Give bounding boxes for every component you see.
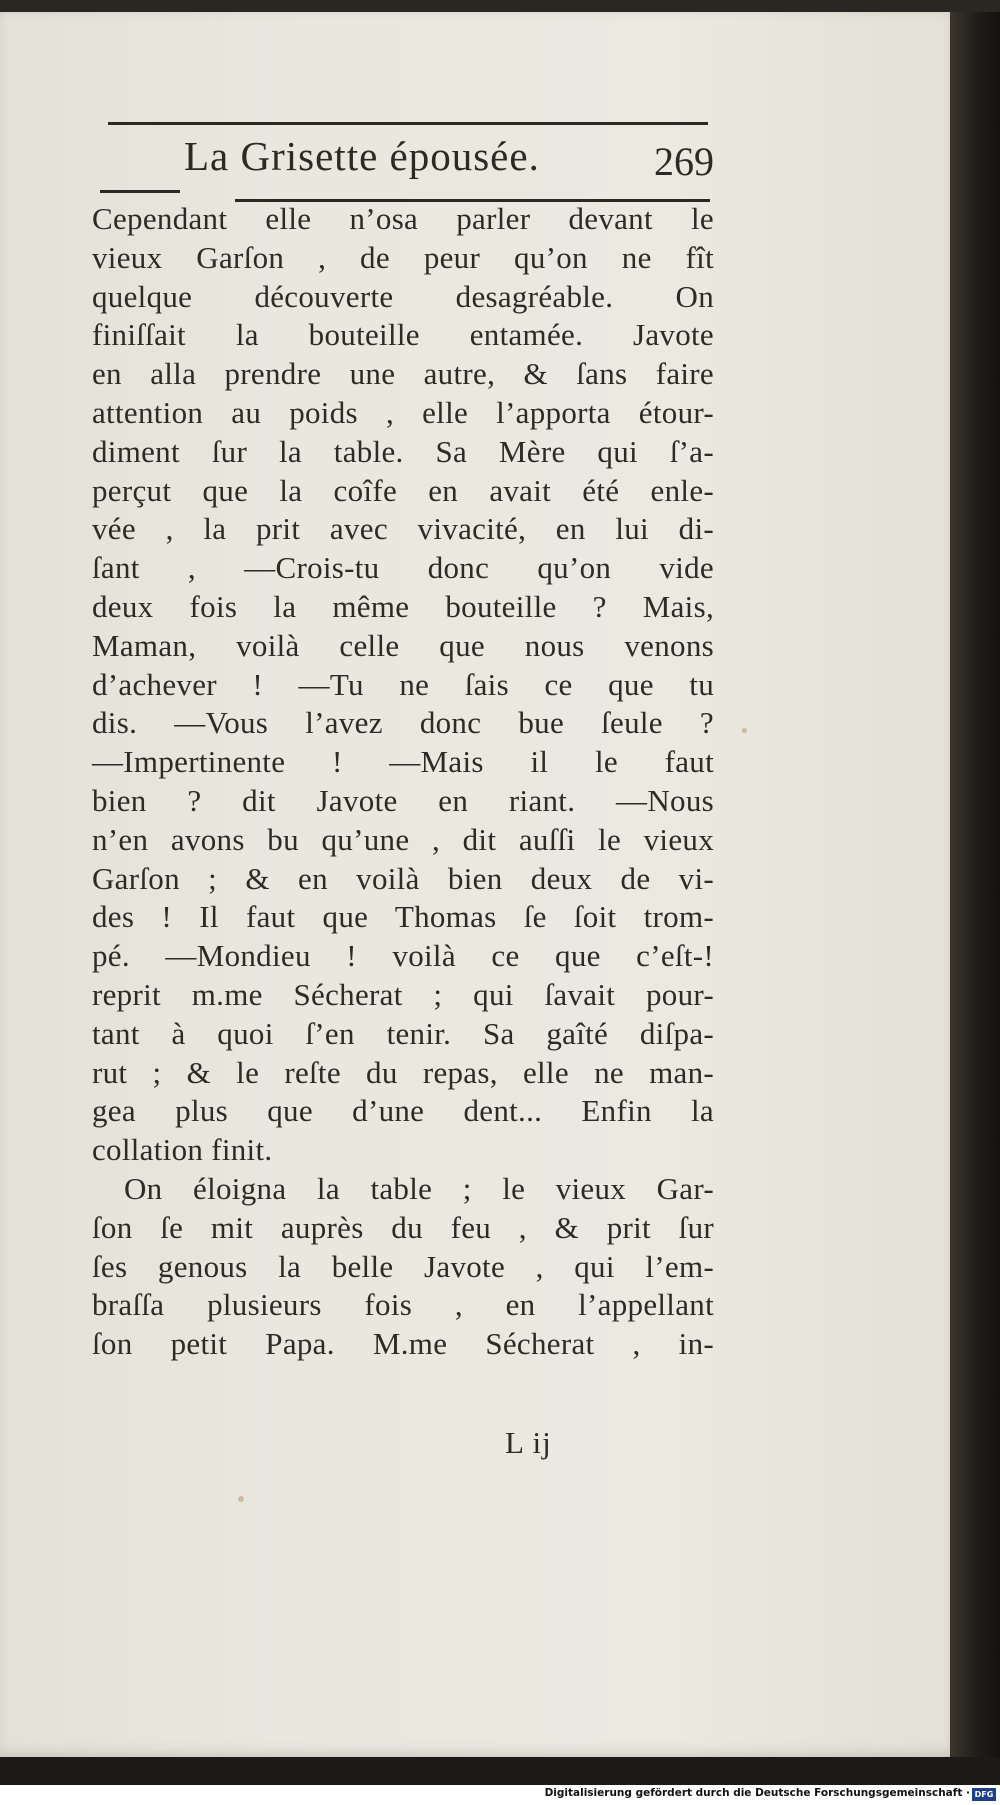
page-edge-shadow (950, 12, 1000, 1757)
text-line: ſon petit Papa. M.me Sécherat , in- (92, 1326, 714, 1362)
paragraph-start-line: On éloigna la table ; le vieux Gar- (124, 1170, 714, 1206)
text-line: pé. —Mondieu ! voilà ce que c’eſt-! (92, 938, 714, 974)
text-line: ſon ſe mit auprès du feu , & prit ſur (92, 1209, 714, 1245)
text-line: collation finit. (92, 1132, 273, 1168)
text-line: Cependant elle n’osa parler devant le (92, 201, 714, 236)
text-line: gea plus que d’une dent... Enfin la (92, 1093, 714, 1129)
text-line: dis. —Vous l’avez donc bue ſeule ? (92, 705, 714, 741)
text-line: Garſon ; & en voilà bien deux de vi- (92, 860, 714, 896)
running-title: La Grisette épousée. (184, 133, 540, 179)
header-rule-top (108, 122, 708, 125)
text-line: deux fois la même bouteille ? Mais, (92, 588, 714, 624)
text-line: ſant , —Crois-tu donc qu’on vide (92, 550, 714, 586)
text-line: tant à quoi ſ’en tenir. Sa gaîté diſpa- (92, 1015, 714, 1051)
text-line: reprit m.me Sécherat ; qui ſavait pour- (92, 976, 714, 1012)
text-line: vieux Garſon , de peur qu’on ne fît (92, 239, 714, 275)
signature-mark: L ij (505, 1425, 552, 1460)
text-line: finiſſait la bouteille entamée. Javote (92, 317, 714, 353)
dfg-logo: DFG (972, 1788, 996, 1801)
header-rule-bottom-left (100, 190, 180, 193)
text-line: en alla prendre une autre, & ſans faire (92, 356, 714, 392)
text-line: vée , la prit avec vivacité, en lui di- (92, 511, 714, 547)
text-line: n’en avons bu qu’une , dit auſſi le vieux (92, 821, 714, 857)
text-line: —Impertinente ! —Mais il le faut (92, 744, 714, 780)
text-line: diment ſur la table. Sa Mère qui ſ’a- (92, 433, 714, 469)
text-line: des ! Il faut que Thomas ſe ſoit trom- (92, 899, 714, 935)
text-line: d’achever ! —Tu ne ſais ce que tu (92, 666, 714, 702)
running-header (100, 128, 730, 188)
paper-speck (238, 1496, 244, 1502)
text-line: braſſa plusieurs fois , en l’appellant (92, 1287, 714, 1323)
text-line: rut ; & le reſte du repas, elle ne man- (92, 1054, 714, 1090)
page-number: 269 (654, 139, 714, 184)
text-line: perçut que la coîfe en avait été enle- (92, 472, 714, 508)
body-text (92, 200, 714, 1364)
text-line: Maman, voilà celle que nous venons (92, 627, 714, 663)
text-line: quelque découverte desagréable. On (92, 278, 714, 314)
digitization-footer (0, 1785, 1000, 1805)
text-line: ſes genous la belle Javote , qui l’em- (92, 1248, 714, 1284)
digitization-credit: Digitalisierung gefördert durch die Deutsche Forschungsgemeinschaft · (544, 1787, 970, 1799)
paper-speck (742, 728, 747, 733)
text-line: attention au poids , elle l’apporta étour- (92, 394, 714, 430)
text-line: bien ? dit Javote en riant. —Nous (92, 782, 714, 818)
